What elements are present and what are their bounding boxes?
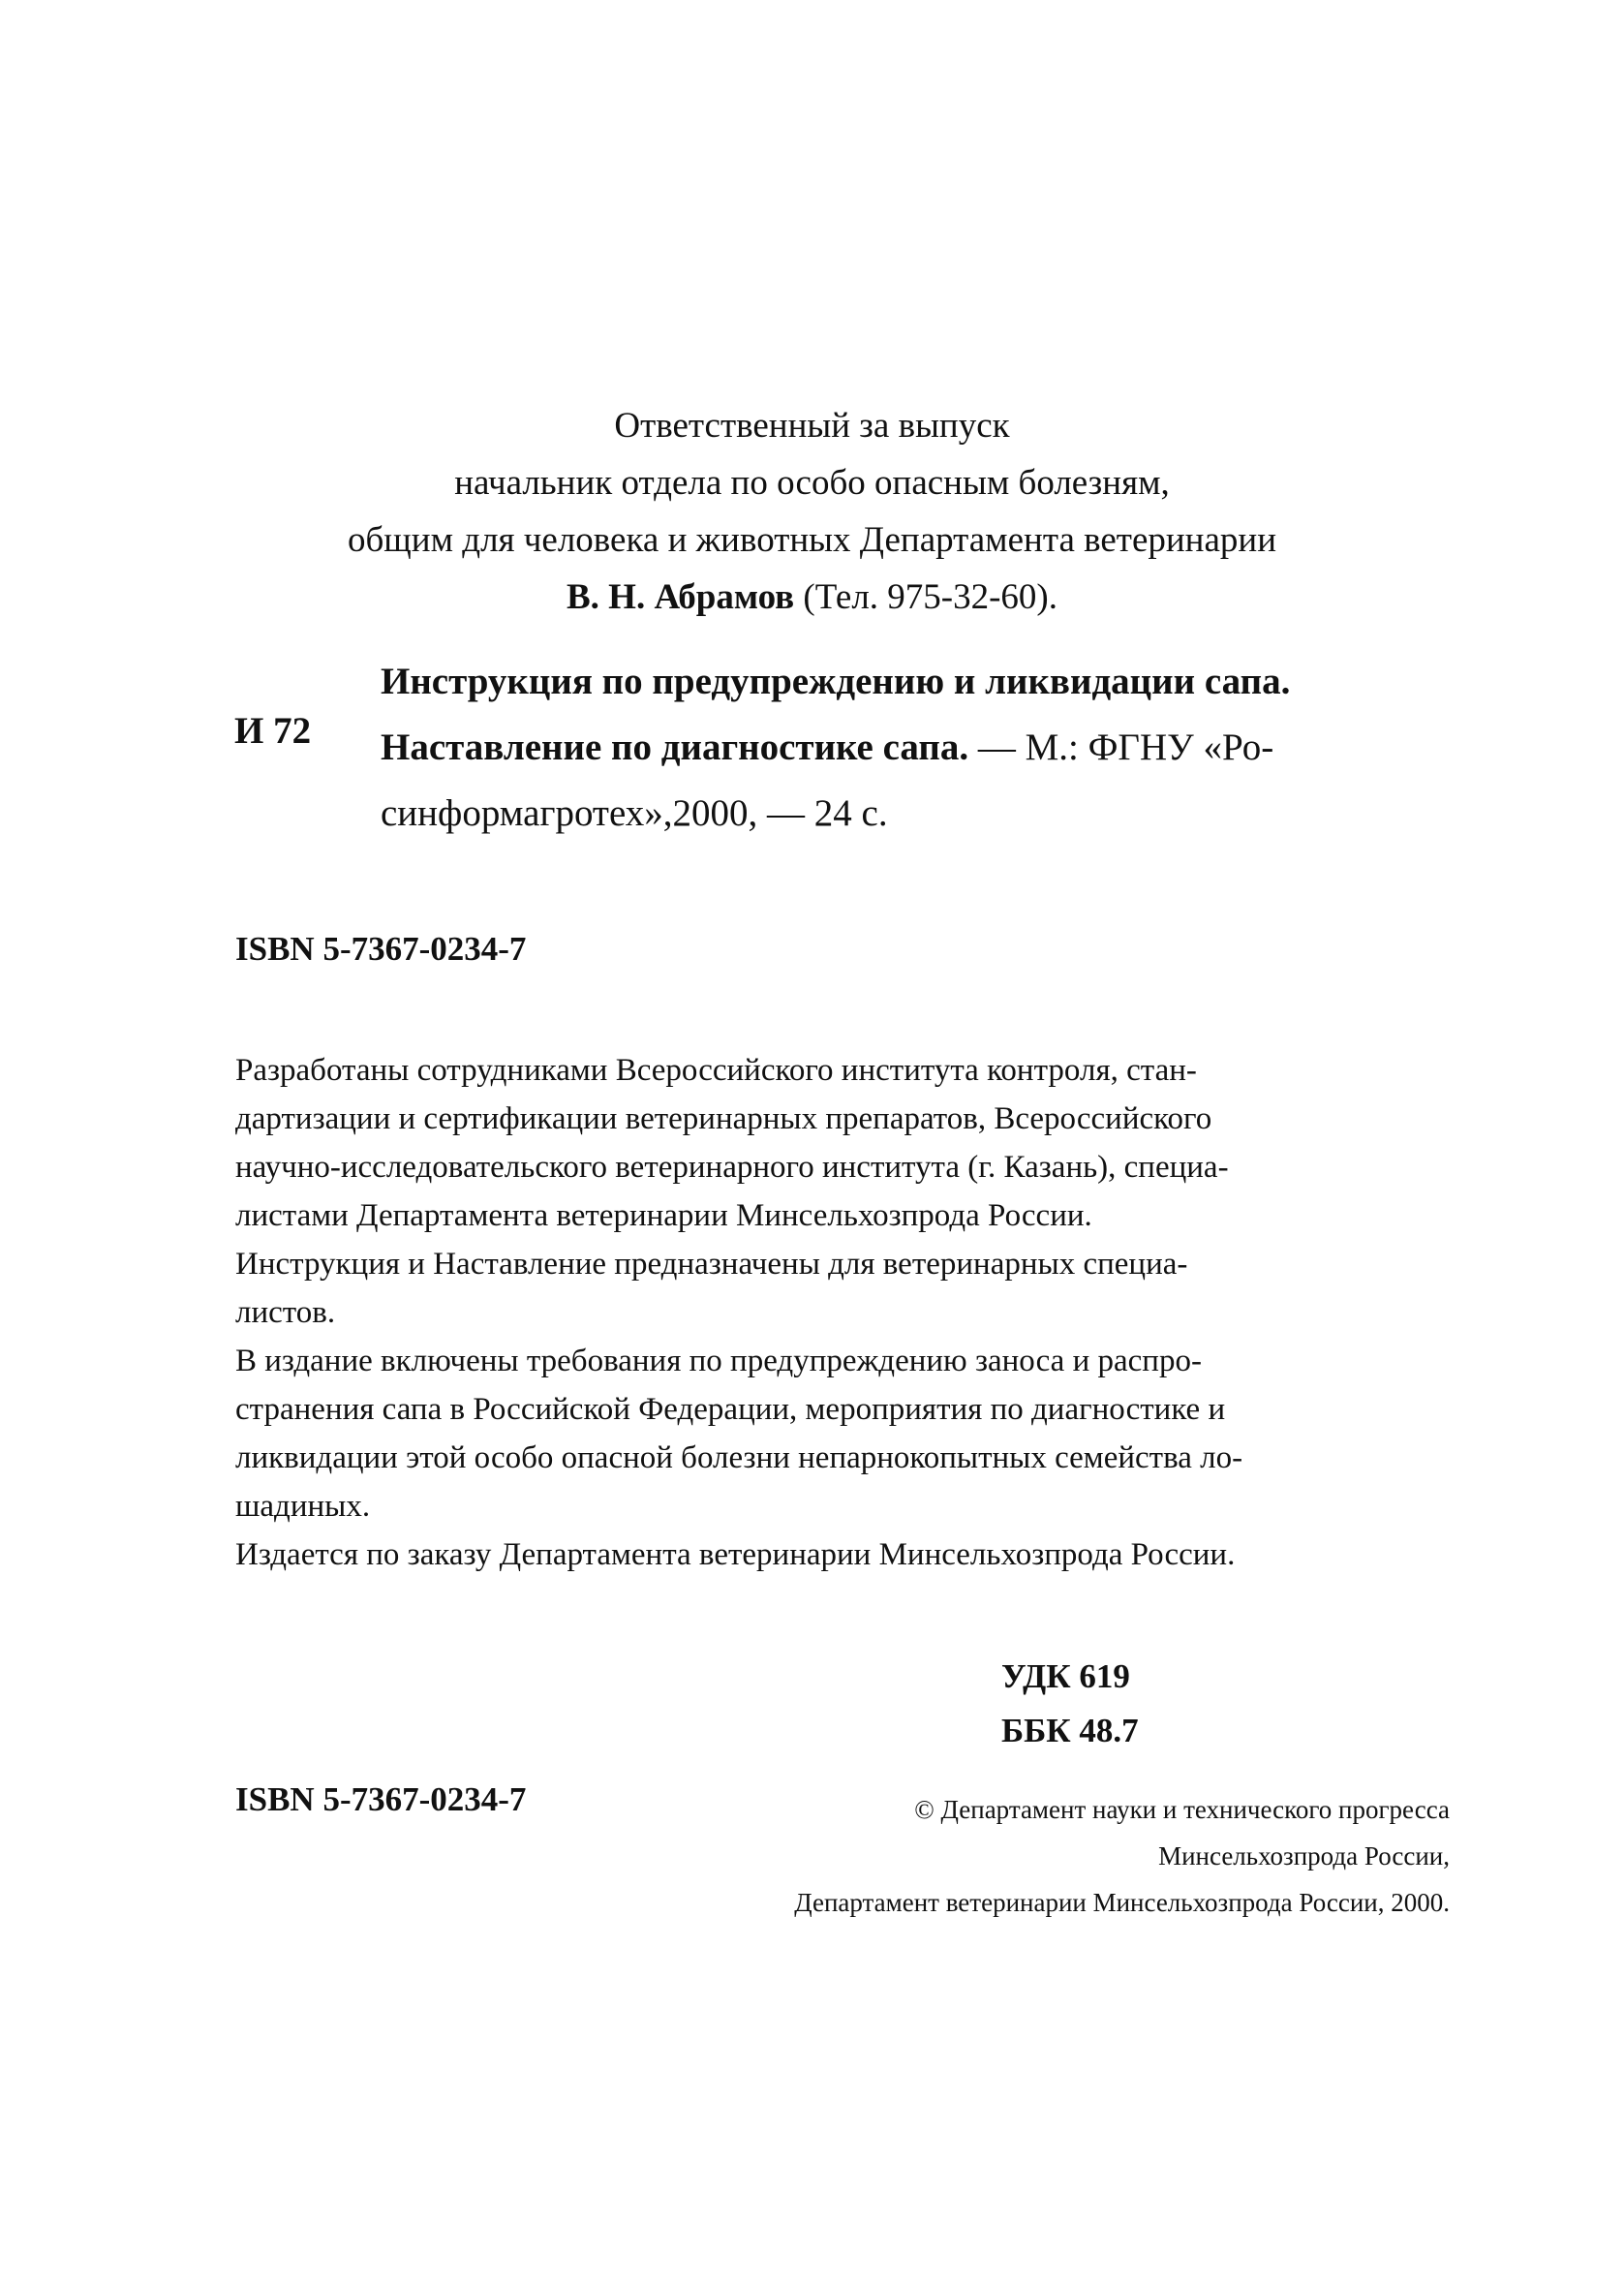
catalog-index: И 72	[234, 710, 312, 752]
responsible-heading: Ответственный за выпуск	[614, 406, 1010, 446]
catalog-subtitle: Наставление по диагностике сапа.	[381, 727, 969, 768]
copyright-line-1: © Департамент науки и технического прогресса	[914, 1795, 1450, 1824]
isbn-top: ISBN 5-7367-0234-7	[235, 930, 527, 968]
catalog-line-2	[381, 715, 1446, 781]
catalog-entry	[381, 649, 1446, 847]
annotation-p3-line-3: ликвидации этой особо опасной болезни непарнокопытных семейства ло-	[235, 1440, 1243, 1475]
responsible-name: В. Н. Абрамов	[566, 577, 795, 617]
annotation-p1-line-1: Разработаны сотрудниками Всероссийского института контроля, стан-	[235, 1053, 1197, 1088]
responsible-block	[0, 397, 1624, 626]
annotation-p1-line-3: научно-исследовательского ветеринарного института (г. Казань), специа-	[235, 1150, 1229, 1185]
annotation-p1-line-4: листами Департамента ветеринарии Минсельхозпрода России.	[235, 1198, 1092, 1233]
catalog-title: Инструкция по предупреждению и ликвидации сапа.	[381, 661, 1291, 702]
responsible-phone: (Тел. 975-32-60).	[803, 577, 1058, 617]
udk-code: УДК 619	[1001, 1657, 1130, 1695]
copyright-line-3: Департамент ветеринарии Минсельхозпрода России, 2000.	[794, 1888, 1450, 1917]
responsible-department: общим для человека и животных Департамента ветеринарии	[347, 520, 1277, 560]
annotation-p2-line-2: листов.	[235, 1295, 336, 1330]
responsible-position: начальник отдела по особо опасным болезням,	[454, 463, 1170, 503]
copyright-block	[794, 1786, 1450, 1926]
annotation-p4-line-1: Издается по заказу Департамента ветеринарии Минсельхозпрода России.	[235, 1537, 1236, 1572]
catalog-imprint: синформагротех»,2000, — 24 с.	[381, 792, 888, 834]
annotation-p3-line-1: В издание включены требования по предупреждению заноса и распро-	[235, 1344, 1202, 1378]
responsible-contact	[0, 569, 1624, 626]
isbn-bottom: ISBN 5-7367-0234-7	[235, 1780, 527, 1818]
copyright-line-2: Минсельхозпрода России,	[1158, 1841, 1450, 1871]
classification-codes	[1001, 1650, 1139, 1758]
annotation-p3-line-2: странения сапа в Российской Федерации, мероприятия по диагностике и	[235, 1392, 1226, 1427]
bbk-code: ББК 48.7	[1001, 1712, 1139, 1749]
annotation-p2-line-1: Инструкция и Наставление предназначены для ветеринарных специа-	[235, 1247, 1188, 1282]
annotation-p1-line-2: дартизации и сертификации ветеринарных препаратов, Всероссийского	[235, 1101, 1212, 1136]
annotation	[235, 1046, 1451, 1579]
annotation-p3-line-4: шадиных.	[235, 1489, 371, 1524]
catalog-publisher: — М.: ФГНУ «Ро-	[968, 727, 1274, 768]
